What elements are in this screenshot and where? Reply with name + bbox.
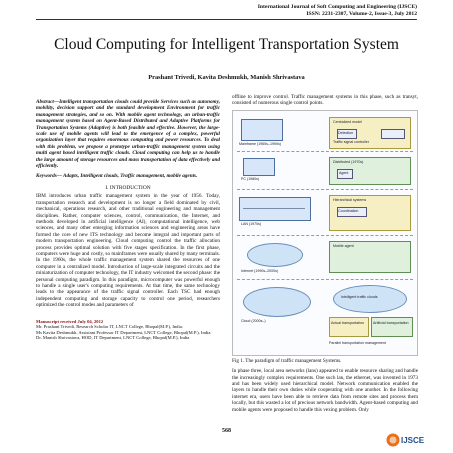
actual-transportation-box [329,317,369,337]
abstract [36,99,220,169]
internet-cloud-icon [247,243,303,267]
introduction-paragraph: IBM introduces urban traffic management system in the year of 1956. Today, transportation research and development is no longer a field dominated by civil, mechanical, operations research, and other traditional engineering and management disciplines. Rather, computer sciences, control, communication, the Internet, and methods developed in artificial intelligence (AI), computational intelligence, web sciences, and many other emerging information sciences and engineering areas have formed the core of new ITS technology and become integral and important parts of modern transportation engineering. Cloud computing control the traffic allocation process provides optimal solution with five stages specification. In the first phase, computers were huge and costly, so mainframes were usually shared by many terminals. In the 1960s, the whole traffic management system shared the resources of one computer in a centralized model. Introduction of large-scale integrated circuits and the miniaturization of computer technology, the IT industry welcomed the second phase: the personal computing paradigm. In this paradigm, microcomputer was powerful enough to handle a single user's computing requirements. At that time, the same technology leads to the appearance of the traffic signal controller. Each TSC had enough independent computing and storage capacity to control one period, researchers optimized the control modes and parameters of [36,193,220,309]
ijsce-logo [386,432,426,448]
fig-label-hierarchical: Hierarchical systems [333,197,367,202]
page-number: 568 [222,428,231,434]
header-divider [36,19,417,20]
manuscript-received: Manuscript received July 04, 2012 [36,318,104,324]
fig-label-mobile-agent: Mobile agent [333,243,354,248]
left-column [36,99,220,341]
fig-label-centralized: Centralized model [333,119,362,124]
traffic-signal-icon [381,129,405,139]
lan-network-icon [239,197,311,221]
author-affiliation-3: Dr. Manish Shrivastava, HOD, IT Department, LNCT College, Bhopal(M.P.), India [36,335,190,341]
fig-label-distributed: Distributed (1970s) [333,159,364,164]
traffic-clouds-icon [333,285,407,313]
section-heading-introduction: I. INTRODUCTION [105,184,151,191]
introduction-continuation: offline to improve control. Traffic management systems in this phase, such as transyt, consisted of numerous single control points. [232,94,418,107]
journal-issn: ISSN: 2231-2307, Volume-2, Issue-3, July 2012 [306,10,417,17]
lan-bus-line [243,208,305,209]
right-column [232,94,418,413]
band-divider [237,189,413,190]
fig-label-pc: PC (1980s) [241,176,260,181]
fig-label-artificial-transportation: Artificial transportation [373,320,409,325]
author-affiliation-1: Mr. Prashant Trivedi, Research Scholar IT, LNCT College, Bhopal(M.P.), India. [36,324,183,330]
abstract-label: Abstract [36,99,54,105]
keywords-label: Keywords [36,173,57,180]
fig-label-traffic-signal: Traffic signal controller [333,139,369,144]
band-divider [237,279,413,280]
keywords-text: — Adapts, Intelligent clouds, Traffic management, mobile agents. [56,173,198,180]
artificial-transportation-box [371,317,413,337]
fig-label-mainframe: Mainframe (1960s–1990s) [239,141,281,146]
fig-label-traffic-clouds: Intelligent traffic clouds [341,294,378,299]
band-divider [237,235,413,236]
figure-traffic-paradigm [232,110,418,356]
cloud-icon [243,287,311,317]
keywords [36,173,220,179]
fig-label-coordination: Coordination [338,208,359,213]
paper-authors: Prashant Trivedi, Kavita Deshmukh, Manish Shrivastava [148,74,305,81]
band-divider [237,151,413,152]
fig-label-detection: Detection [338,130,354,135]
figure-caption: Fig 1. The paradigm of traffic management Systems. [232,357,342,364]
fig-label-parallel: Parallel transportation management [329,340,386,345]
logo-text: IJSCE [401,436,425,445]
mainframe-icon [241,119,283,141]
fig-label-lan: LAN (1970s) [241,221,262,226]
journal-header [117,4,417,17]
fig-label-cloud: Cloud (2000s–) [241,318,266,323]
phase-three-paragraph: In phase three, local area networks (lans) appeared to enable resource sharing and handle the increasingly complex requirements. One such lan, the ethernet, was invented in 1973 and has been widely used hierarchical model. Network communication enabled the layers to handle their own duties while cooperating with one another. In the following internet era, users have been able to retrieve data from remote sites and process them locally, but this wasted a lot of precious network bandwidth. Agent-based computing and mobile agents were proposed to handle this vexing problem. Only [232,368,418,413]
journal-title: International Journal of Soft Computing and Engineering (IJSCE) [257,4,417,10]
abstract-text: —Intelligent transportation clouds could provide Services such as autonomy, mobility, decision support and the standard development Environment for traffic management strategies, and so on. With mobile agent technology, an urban-traffic management system based on Agent-Based Distributed and Adaptive Platforms for Transportation Systems (Adaptive) is both feasible and effective. However, the large-scale use of mobile agents will lead to the emergence of a complex, powerful organization layer that requires enormous computing and power resources. To deal with this problem, we propose a prototype urban-traffic management system using multi agent based intelligent traffic clouds. Cloud computing can help us to handle the large amount of storage resources and mass transportation of data effectively and efficiently. [36,99,220,170]
fig-label-internet: Internet (1990s–2000s) [241,268,279,273]
manuscript-note [36,319,220,341]
paper-title: Cloud Computing for Intelligent Transportation System [54,36,399,53]
pc-icon [243,158,275,176]
fig-label-agent: Agent [339,170,349,175]
fig-label-actual-transportation: Actual transportation [331,320,364,325]
logo-globe-highlight [390,437,397,444]
author-affiliation-2: Ms Kavita Deshmukh, Assistant Professor IT Department, LNCT College, Bhopal(M.P.), India. [36,329,212,335]
